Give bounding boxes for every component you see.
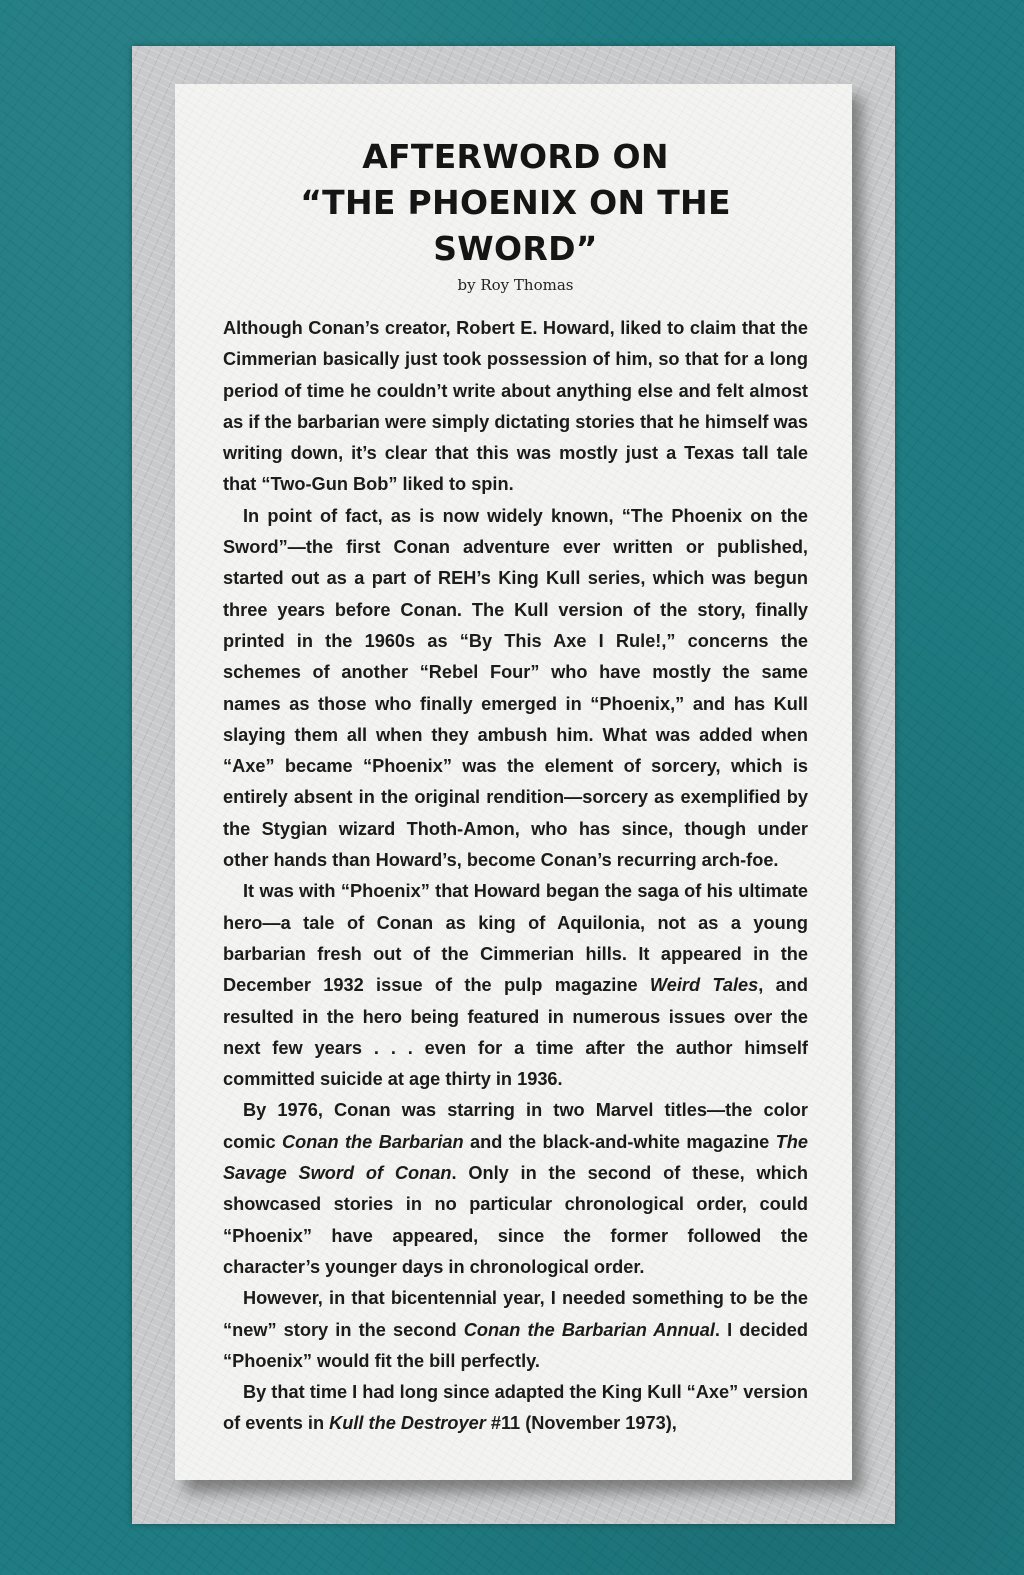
- title-line-1: AFTERWORD ON: [362, 137, 669, 176]
- paragraph-2: In point of fact, as is now widely known, “The Phoenix on the Sword”—the first Conan adventure ever written or published, started out as a part of REH’s King Kull series, which was begun three years before Conan. The Kull version of the story, finally printed in the 1960s as “By This Axe I Rule!,” concerns the schemes of another “Rebel Four” who have mostly the same names as those who finally emerged in “Phoenix,” and has Kull slaying them all when they ambush him. What was added when “Axe” became “Phoenix” was the element of sorcery, which is entirely absent in the original rendition—sorcery as exemplified by the Stygian wizard Thoth-Amon, who has since, though under other hands than Howard’s, become Conan’s recurring arch-foe.: [223, 505, 808, 871]
- paragraph-4: [223, 1095, 808, 1283]
- paragraph-3-text: It was with “Phoenix” that Howard began the saga of his ultimate hero—a tale of Conan as king of Aquilonia, not as a young barbarian fresh out of the Cimmerian hills. It appeared in the December 1932 issue of the pulp magazine: [223, 881, 808, 996]
- article-title: [223, 134, 808, 272]
- paragraph-4-text-end: . Only in the second of these, which showcased stories in no particular chronological order, could “Phoenix” have appeared, since the former followed the character’s younger days in chronological order.: [223, 1163, 808, 1277]
- paragraph-4-text-mid: and the black-and-white magazine: [463, 1131, 776, 1152]
- paragraph-6-text-end: #11 (November 1973),: [485, 1413, 677, 1434]
- article-body: [223, 313, 808, 1440]
- paragraph-5-text-end: . I decided “Phoenix” would fit the bill perfectly.: [223, 1319, 808, 1371]
- comic-title-conan-the-barbarian: Conan the Barbarian: [282, 1131, 464, 1152]
- paragraph-4-text: By 1976, Conan was starring in two Marvel titles—the color comic: [223, 1100, 808, 1152]
- paragraph-5: [223, 1283, 808, 1377]
- comic-title-kull-the-destroyer: Kull the Destroyer: [329, 1413, 486, 1434]
- paragraph-3: [223, 876, 808, 1095]
- title-line-2: “THE PHOENIX ON THE SWORD”: [300, 183, 731, 268]
- paragraph-3-text-end: , and resulted in the hero being featured in numerous issues over the next few years . . . even for a time after the author himself committed suicide at age thirty in 1936.: [223, 975, 808, 1090]
- paragraph-5-text: However, in that bicentennial year, I needed something to be the “new” story in the second: [223, 1288, 808, 1340]
- paragraph-6-text: By that time I had long since adapted the King Kull “Axe” version of events in: [223, 1382, 808, 1434]
- paragraph-6: [223, 1377, 808, 1440]
- magazine-title-weird-tales: Weird Tales: [649, 975, 759, 996]
- paragraph-1: Although Conan’s creator, Robert E. Howard, liked to claim that the Cimmerian basically just took possession of him, so that for a long period of time he couldn’t write about anything else and felt almost as if the barbarian were simply dictating stories that he himself was writing down, it’s clear that this was mostly just a Texas tall tale that “Two-Gun Bob” liked to spin.: [223, 318, 808, 495]
- magazine-title-savage-sword: The Savage Sword of Conan: [223, 1131, 809, 1184]
- comic-title-annual: Conan the Barbarian Annual: [463, 1319, 715, 1340]
- article-page: [175, 84, 852, 1480]
- byline: by Roy Thomas: [457, 276, 574, 294]
